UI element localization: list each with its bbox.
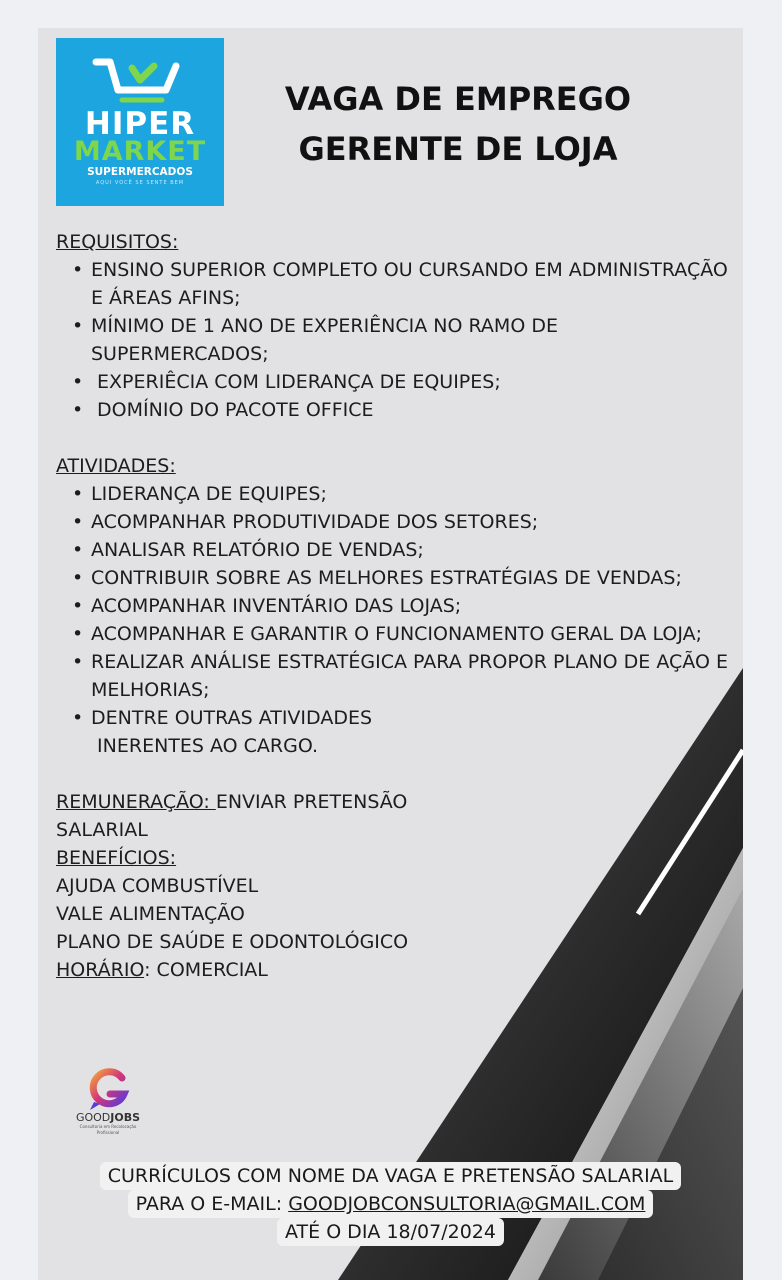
application-instructions [38, 1162, 743, 1246]
list-item: • CONTRIBUIR SOBRE AS MELHORES ESTRATÉGIAS DE VENDAS; [56, 564, 736, 592]
logo-line-3: SUPERMERCADOS [87, 166, 193, 178]
list-item: • MÍNIMO DE 1 ANO DE EXPERIÊNCIA NO RAMO DE SUPERMERCADOS; [56, 312, 736, 368]
list-item: • DENTRE OUTRAS ATIVIDADES [56, 704, 736, 732]
list-item: • ACOMPANHAR INVENTÁRIO DAS LOJAS; [56, 592, 736, 620]
footer-line-2: PARA O E-MAIL: GOODJOBCONSULTORIA@GMAIL.COM [128, 1190, 654, 1218]
requisitos-list [56, 256, 736, 424]
remuneracao-label: REMUNERAÇÃO: [56, 791, 216, 813]
list-item: • DOMÍNIO DO PACOTE OFFICE [56, 396, 736, 424]
email-link[interactable]: GOODJOBCONSULTORIA@GMAIL.COM [288, 1193, 646, 1215]
requisitos-heading: REQUISITOS: [56, 231, 179, 253]
list-item: • LIDERANÇA DE EQUIPES; [56, 480, 736, 508]
atividades-heading: ATIVIDADES: [56, 455, 176, 477]
footer-line-1: CURRÍCULOS COM NOME DA VAGA E PRETENSÃO SALARIAL [100, 1162, 682, 1190]
beneficio-item: AJUDA COMBUSTÍVEL [56, 875, 259, 897]
job-poster [38, 28, 743, 1280]
goodjobs-g-icon [84, 1068, 132, 1112]
goodjobs-logo [68, 1068, 148, 1138]
goodjobs-subtitle: Consultoria em Recolocação Profissional [79, 1124, 137, 1135]
goodjobs-name: GOODJOBS [75, 1111, 141, 1124]
list-item: • REALIZAR ANÁLISE ESTRATÉGICA PARA PROPOR PLANO DE AÇÃO E MELHORIAS; [56, 648, 736, 704]
hiper-market-logo [56, 38, 224, 206]
atividades-list [56, 480, 736, 732]
horario-value: : COMERCIAL [144, 959, 268, 981]
remuneracao [56, 788, 736, 816]
list-item-continuation: INERENTES AO CARGO. [91, 735, 319, 757]
list-item: • ACOMPANHAR PRODUTIVIDADE DOS SETORES; [56, 508, 736, 536]
job-details [56, 228, 736, 984]
logo-tagline: AQUI VOCÊ SE SENTE BEM [95, 180, 185, 186]
list-item: • ENSINO SUPERIOR COMPLETO OU CURSANDO EM ADMINISTRAÇÃO E ÁREAS AFINS; [56, 256, 736, 312]
logo-line-1: HIPER [84, 106, 196, 142]
horario-label: HORÁRIO [56, 959, 145, 981]
list-item: • EXPERIÊCIA COM LIDERANÇA DE EQUIPES; [56, 368, 736, 396]
list-item: • ACOMPANHAR E GARANTIR O FUNCIONAMENTO GERAL DA LOJA; [56, 620, 736, 648]
title-line-1: VAGA DE EMPREGO [284, 80, 632, 118]
remuneracao-value-2: SALARIAL [56, 819, 148, 841]
beneficio-item: VALE ALIMENTAÇÃO [56, 903, 245, 925]
logo-line-2: MARKET [73, 136, 207, 167]
beneficio-item: PLANO DE SAÚDE E ODONTOLÓGICO [56, 931, 409, 953]
horario [56, 956, 736, 984]
list-item: • ANALISAR RELATÓRIO DE VENDAS; [56, 536, 736, 564]
remuneracao-value: ENVIAR PRETENSÃO [215, 791, 408, 813]
shopping-cart-icon [92, 56, 188, 106]
beneficios-heading: BENEFÍCIOS: [56, 847, 177, 869]
footer-line-3: ATÉ O DIA 18/07/2024 [277, 1218, 504, 1246]
title-line-2: GERENTE DE LOJA [298, 130, 618, 168]
page-title [238, 74, 678, 174]
